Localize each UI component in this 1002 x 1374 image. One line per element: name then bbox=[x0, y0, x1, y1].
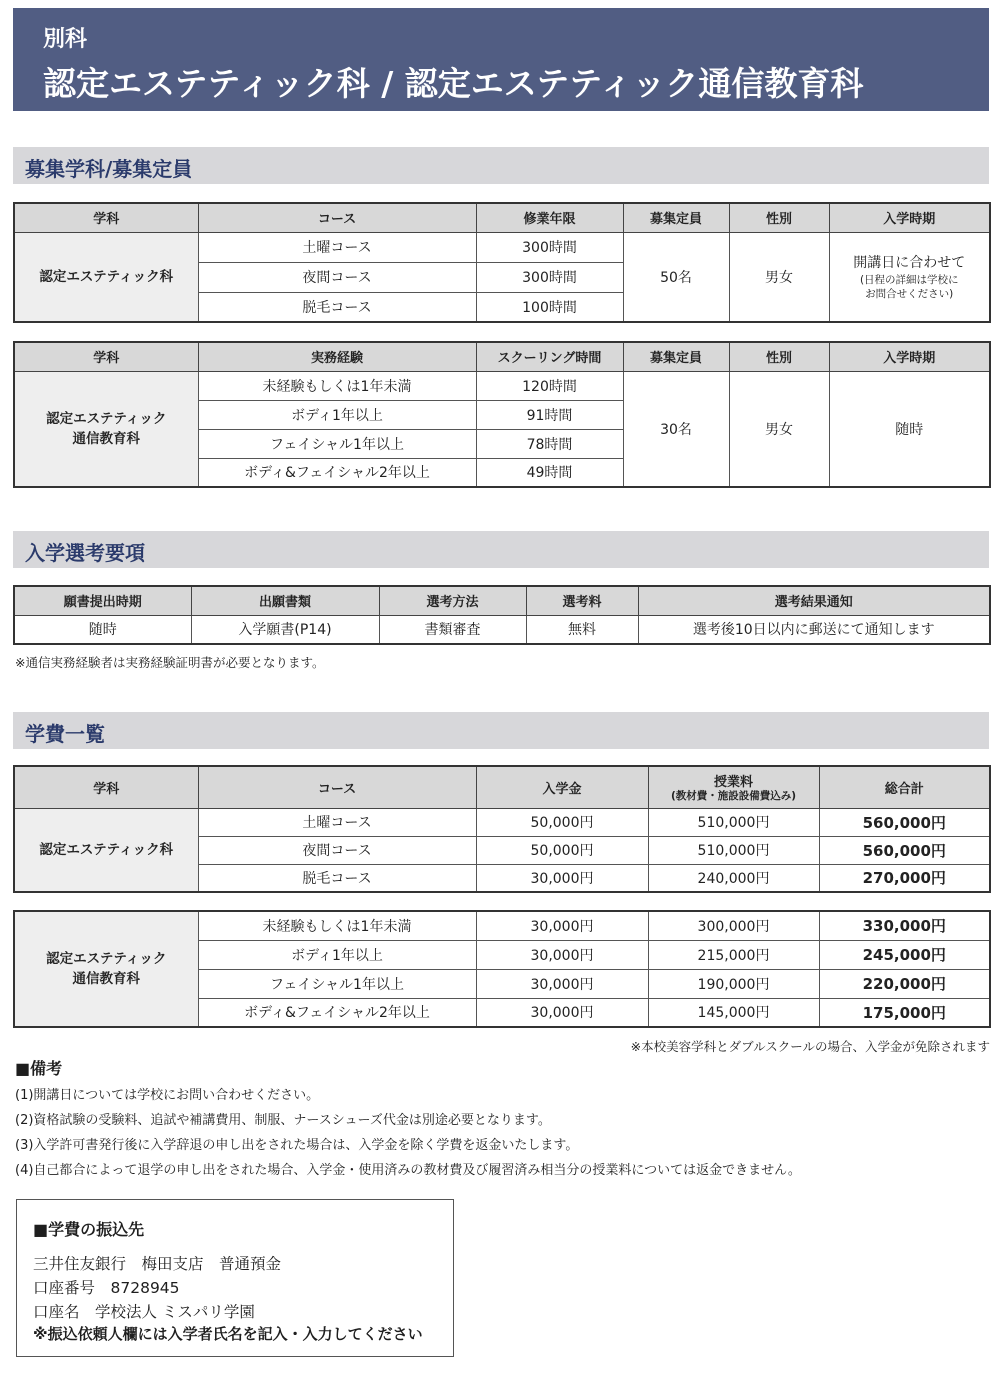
admission-fee-cell: 30,000円 bbox=[476, 969, 648, 998]
bank-title: ■学費の振込先 bbox=[33, 1220, 145, 1239]
experience-cell: 未経験もしくは1年未満 bbox=[198, 371, 476, 400]
col-header: 選考結果通知 bbox=[638, 586, 990, 615]
enrollment-note-line2: お問合せください) bbox=[865, 287, 954, 300]
experience-cell: ボディ&フェイシャル2年以上 bbox=[198, 458, 476, 487]
course-cell: 夜間コース bbox=[198, 836, 476, 864]
selection-note: ※通信実務経験者は実務経験証明書が必要となります。 bbox=[15, 655, 325, 670]
section-header-fees bbox=[13, 712, 989, 749]
department-cell bbox=[14, 371, 198, 487]
tuition-cell: 145,000円 bbox=[648, 998, 819, 1027]
tuition-cell: 300,000円 bbox=[648, 911, 819, 940]
table-row bbox=[14, 615, 990, 644]
col-header: 願書提出時期 bbox=[14, 586, 191, 615]
course-cell: ボディ1年以上 bbox=[198, 940, 476, 969]
page-subtitle: 別科 bbox=[43, 26, 88, 52]
experience-cell: フェイシャル1年以上 bbox=[198, 429, 476, 458]
remark-item: (3)入学許可書発行後に入学辞退の申し出をされた場合は、入学金を除く学費を返金いたします。 bbox=[15, 1138, 579, 1153]
col-header: 選考方法 bbox=[379, 586, 526, 615]
admission-fee-cell: 50,000円 bbox=[476, 836, 648, 864]
enrollment-period-cell: 随時 bbox=[829, 371, 990, 487]
total-cell: 245,000円 bbox=[819, 940, 990, 969]
remarks-title: ■備考 bbox=[15, 1059, 63, 1078]
table-header-row bbox=[14, 766, 990, 808]
total-cell: 175,000円 bbox=[819, 998, 990, 1027]
admission-fee-cell: 30,000円 bbox=[476, 864, 648, 892]
department-line2: 通信教育科 bbox=[72, 430, 140, 447]
documents-cell: 入学願書(P14) bbox=[191, 615, 379, 644]
col-header: コース bbox=[198, 203, 476, 232]
course-cell: 土曜コース bbox=[198, 808, 476, 836]
tuition-cell: 190,000円 bbox=[648, 969, 819, 998]
tuition-header-sub: (教材費・施設設備費込み) bbox=[670, 790, 797, 803]
total-cell: 560,000円 bbox=[819, 836, 990, 864]
gender-cell: 男女 bbox=[729, 232, 829, 322]
department-cell: 認定エステティック科 bbox=[14, 808, 198, 892]
total-cell: 220,000円 bbox=[819, 969, 990, 998]
col-header: スクーリング時間 bbox=[476, 342, 623, 371]
admission-fee-cell: 30,000円 bbox=[476, 911, 648, 940]
enrollment-main: 開講日に合わせて bbox=[853, 254, 966, 271]
col-header: 募集定員 bbox=[623, 203, 729, 232]
course-cell: ボディ&フェイシャル2年以上 bbox=[198, 998, 476, 1027]
fee-table-correspondence bbox=[13, 910, 991, 1028]
col-header: 性別 bbox=[729, 203, 829, 232]
tuition-cell: 510,000円 bbox=[648, 808, 819, 836]
method-cell: 書類審査 bbox=[379, 615, 526, 644]
course-cell: フェイシャル1年以上 bbox=[198, 969, 476, 998]
department-line1: 認定エステティック bbox=[46, 410, 167, 427]
fee-note: ※本校美容学科とダブルスクールの場合、入学金が免除されます bbox=[630, 1039, 990, 1054]
hours-cell: 91時間 bbox=[476, 400, 623, 429]
table-row bbox=[14, 371, 990, 400]
remark-item: (1)開講日については学校にお問い合わせください。 bbox=[15, 1088, 320, 1103]
fee-cell: 無料 bbox=[526, 615, 638, 644]
section-title-fees: 学費一覧 bbox=[25, 722, 105, 746]
department-cell: 認定エステティック科 bbox=[14, 232, 198, 322]
table-header-row bbox=[14, 203, 990, 232]
col-header: 入学時期 bbox=[829, 203, 990, 232]
col-header: コース bbox=[198, 766, 476, 808]
table-row bbox=[14, 911, 990, 940]
col-header: 修業年限 bbox=[476, 203, 623, 232]
duration-cell: 300時間 bbox=[476, 232, 623, 262]
col-header: 募集定員 bbox=[623, 342, 729, 371]
col-header: 総合計 bbox=[819, 766, 990, 808]
table-header-row bbox=[14, 586, 990, 615]
col-header: 学科 bbox=[14, 766, 198, 808]
application-period-cell: 随時 bbox=[14, 615, 191, 644]
account-name: 口座名 学校法人 ミスパリ学園 bbox=[33, 1303, 255, 1321]
course-cell: 脱毛コース bbox=[198, 864, 476, 892]
course-cell: 脱毛コース bbox=[198, 292, 476, 322]
tuition-cell: 240,000円 bbox=[648, 864, 819, 892]
admission-fee-cell: 30,000円 bbox=[476, 940, 648, 969]
section-title-selection: 入学選考要項 bbox=[25, 541, 145, 565]
col-header-tuition bbox=[648, 766, 819, 808]
course-cell: 土曜コース bbox=[198, 232, 476, 262]
recruit-table-esthetic bbox=[13, 202, 991, 323]
department-cell bbox=[14, 911, 198, 1027]
gender-cell: 男女 bbox=[729, 371, 829, 487]
col-header: 出願書類 bbox=[191, 586, 379, 615]
course-cell: 夜間コース bbox=[198, 262, 476, 292]
selection-table bbox=[13, 585, 991, 645]
col-header: 実務経験 bbox=[198, 342, 476, 371]
table-row bbox=[14, 808, 990, 836]
total-cell: 270,000円 bbox=[819, 864, 990, 892]
enrollment-period-cell bbox=[829, 232, 990, 322]
enrollment-note-line1: (日程の詳細は学校に bbox=[859, 273, 959, 286]
table-row bbox=[14, 232, 990, 262]
recruit-table-correspondence bbox=[13, 341, 991, 488]
bank-transfer-box bbox=[16, 1199, 454, 1357]
col-header: 入学時期 bbox=[829, 342, 990, 371]
hours-cell: 49時間 bbox=[476, 458, 623, 487]
section-header-recruit bbox=[13, 147, 989, 184]
col-header: 選考料 bbox=[526, 586, 638, 615]
tuition-header-label: 授業料 bbox=[713, 775, 753, 791]
department-line1: 認定エステティック bbox=[46, 951, 167, 967]
col-header: 性別 bbox=[729, 342, 829, 371]
section-title-recruit: 募集学科/募集定員 bbox=[25, 157, 193, 181]
department-line2: 通信教育科 bbox=[72, 971, 140, 987]
remark-item: (4)自己都合によって退学の申し出をされた場合、入学金・使用済みの教材費及び履習済み相当分の授業料については返金できません。 bbox=[15, 1163, 801, 1178]
remark-item: (2)資格試験の受験料、追試や補講費用、制服、ナースシューズ代金は別途必要となります。 bbox=[15, 1113, 551, 1128]
table-header-row bbox=[14, 342, 990, 371]
bank-name: 三井住友銀行 梅田支店 普通預金 bbox=[33, 1255, 282, 1273]
total-cell: 560,000円 bbox=[819, 808, 990, 836]
capacity-cell: 30名 bbox=[623, 371, 729, 487]
col-header: 学科 bbox=[14, 342, 198, 371]
account-number: 口座番号 8728945 bbox=[33, 1279, 180, 1297]
title-banner bbox=[13, 8, 989, 111]
total-cell: 330,000円 bbox=[819, 911, 990, 940]
tuition-cell: 215,000円 bbox=[648, 940, 819, 969]
page-title: 認定エステティック科 / 認定エステティック通信教育科 bbox=[43, 64, 864, 103]
admission-fee-cell: 30,000円 bbox=[476, 998, 648, 1027]
section-header-selection bbox=[13, 531, 989, 568]
hours-cell: 120時間 bbox=[476, 371, 623, 400]
admission-fee-cell: 50,000円 bbox=[476, 808, 648, 836]
fee-table-esthetic bbox=[13, 765, 991, 893]
capacity-cell: 50名 bbox=[623, 232, 729, 322]
col-header: 学科 bbox=[14, 203, 198, 232]
col-header: 入学金 bbox=[476, 766, 648, 808]
hours-cell: 78時間 bbox=[476, 429, 623, 458]
tuition-cell: 510,000円 bbox=[648, 836, 819, 864]
duration-cell: 100時間 bbox=[476, 292, 623, 322]
duration-cell: 300時間 bbox=[476, 262, 623, 292]
course-cell: 未経験もしくは1年未満 bbox=[198, 911, 476, 940]
transfer-instruction: ※振込依頼人欄には入学者氏名を記入・入力してください bbox=[33, 1325, 423, 1343]
result-notice-cell: 選考後10日以内に郵送にて通知します bbox=[638, 615, 990, 644]
experience-cell: ボディ1年以上 bbox=[198, 400, 476, 429]
